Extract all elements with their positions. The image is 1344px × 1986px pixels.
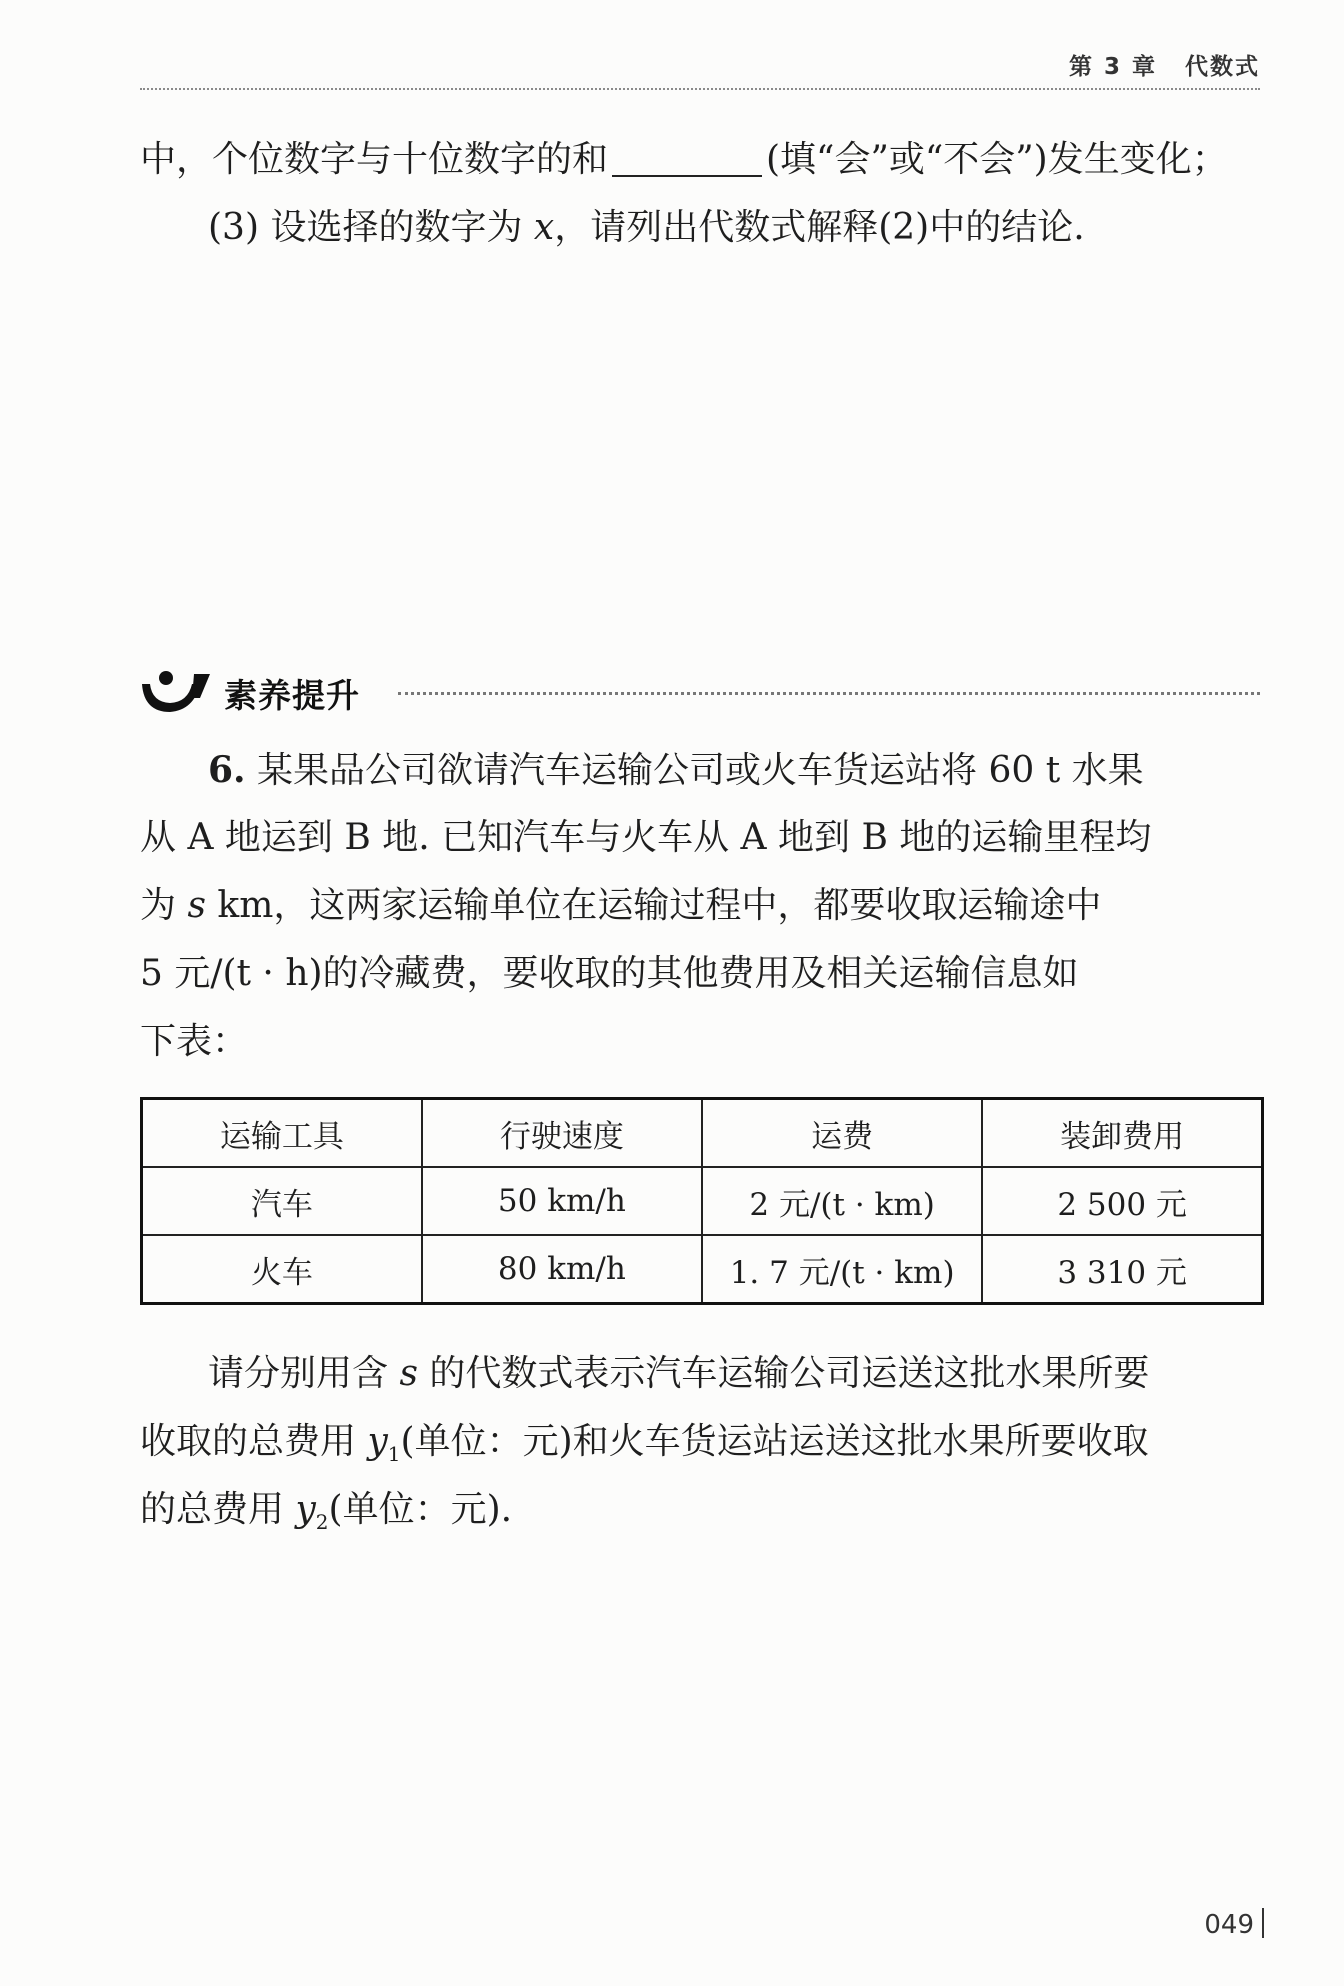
problem-line-1: 6. 某果品公司欲请汽车运输公司或火车货运站将 60 t 水果 — [208, 749, 1144, 791]
table-cell: 1. 7 元/(t · km) — [702, 1235, 982, 1304]
page-number: 049 — [1204, 1908, 1264, 1940]
problem-line-5: 下表： — [140, 1021, 249, 1062]
section-icon — [136, 664, 216, 720]
table-cell: 3 310 元 — [982, 1235, 1262, 1304]
table-header-row — [142, 1099, 1263, 1168]
problem-line-4: 5 元/(t · h)的冷藏费，要收取的其他费用及相关运输信息如 — [140, 953, 1079, 994]
section-title: 素养提升 — [224, 676, 360, 715]
table-cell: 80 km/h — [422, 1235, 702, 1304]
chapter-title: 代数式 — [1185, 54, 1260, 80]
problem-line-2: 从 A 地运到 B 地. 已知汽车与火车从 A 地到 B 地的运输里程均 — [140, 817, 1152, 858]
section-divider — [398, 692, 1260, 695]
question-line-3: 的总费用 $y_2$(单位：元). — [140, 1489, 513, 1535]
page-number-rule — [1262, 1908, 1264, 1938]
chapter-label: 第 3 章 代数式 — [1068, 54, 1260, 80]
problem-line-3: 为 s km，这两家运输单位在运输过程中，都要收取运输途中 — [140, 885, 1102, 926]
table-cell: 2 500 元 — [982, 1167, 1262, 1235]
continued-line-1: 中，个位数字与十位数字的和 (填“会”或“不会”)发生变化； — [140, 126, 1260, 194]
problem-number: 6. — [208, 749, 246, 791]
table-header-cell: 运费 — [702, 1099, 982, 1168]
transport-info-table — [140, 1097, 1264, 1305]
section-heading — [136, 664, 1260, 720]
question-line-2: 收取的总费用 $y_1$(单位：元)和火车货运站运送这批水果所要收取 — [140, 1421, 1149, 1467]
answer-blank[interactable] — [612, 135, 762, 177]
table-header-cell: 运输工具 — [142, 1099, 422, 1168]
table-cell: 汽车 — [142, 1167, 422, 1235]
table-header-cell: 行驶速度 — [422, 1099, 702, 1168]
running-header — [140, 48, 1260, 90]
question-line-1: 请分别用含 s 的代数式表示汽车运输公司运送这批水果所要 — [208, 1353, 1150, 1394]
table-cell: 2 元/(t · km) — [702, 1167, 982, 1235]
table-row — [142, 1235, 1263, 1304]
table-cell: 50 km/h — [422, 1167, 702, 1235]
table-cell: 火车 — [142, 1235, 422, 1304]
table-row — [142, 1167, 1263, 1235]
table-header-cell: 装卸费用 — [982, 1099, 1262, 1168]
continued-line-2: (3) 设选择的数字为 x，请列出代数式解释(2)中的结论. — [208, 207, 1085, 248]
